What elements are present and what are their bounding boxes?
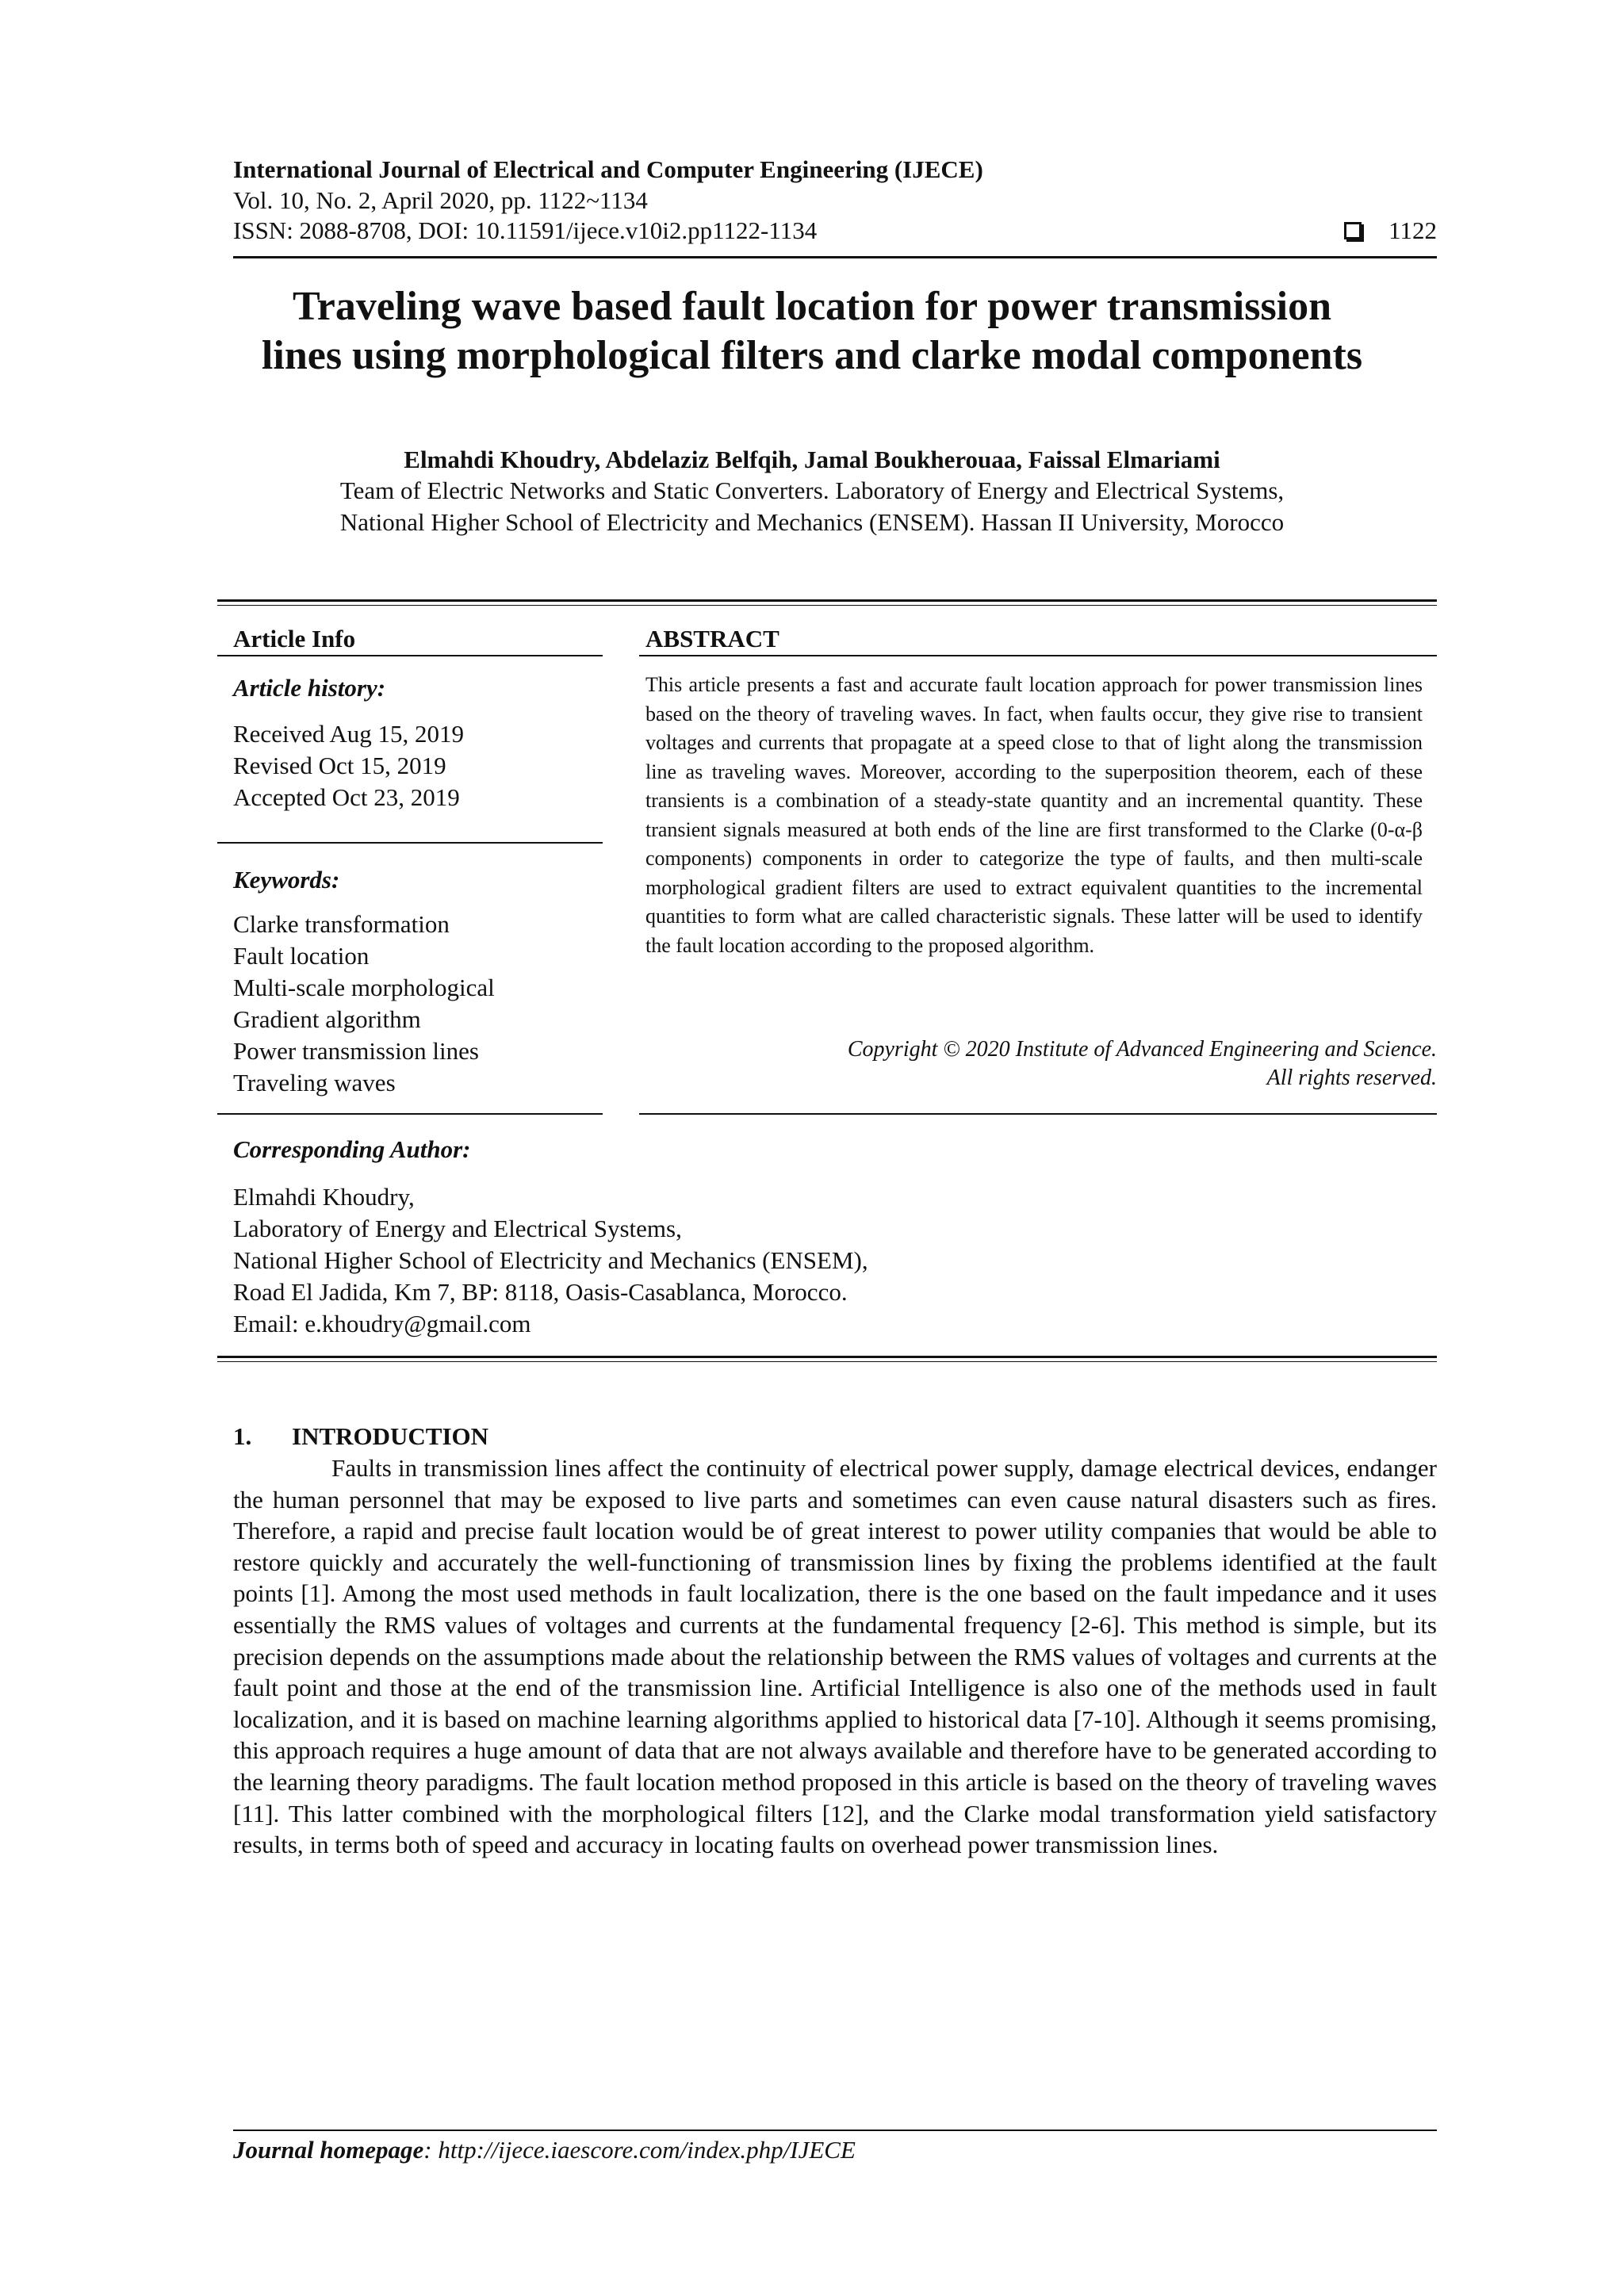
journal-issn-doi: ISSN: 2088-8708, DOI: 10.11591/ijece.v10i2.pp1122-1134 [233,216,818,244]
paper-title-line-1: Traveling wave based fault location for power transmission [292,284,1332,329]
paper-title [190,282,1434,381]
corresponding-name: Elmahdi Khoudry, [233,1183,415,1211]
corresponding-lab: Laboratory of Energy and Electrical Systems, [233,1215,682,1242]
section-title: INTRODUCTION [292,1422,489,1450]
copyright-line-1: Copyright © 2020 Institute of Advanced Engineering and Science. [847,1037,1437,1062]
journal-volume: Vol. 10, No. 2, April 2020, pp. 1122~1134 [233,186,648,214]
affiliation-line-1: Team of Electric Networks and Static Converters. Laboratory of Energy and Electrical Systems, [339,476,1285,504]
corresponding-author-details [233,1181,868,1340]
article-info-heading: Article Info [233,625,356,652]
section-heading-introduction [233,1422,488,1451]
info-top-rule [217,599,1437,606]
keyword-item: Fault location [233,942,370,970]
journal-homepage-link[interactable]: http://ijece.iaescore.com/index.php/IJECE [438,2136,856,2164]
paper-title-line-2: lines using morphological filters and clarke modal components [261,333,1363,378]
introduction-paragraph: Faults in transmission lines affect the continuity of electrical power supply, damage electrical devices, endanger the human personnel that may be exposed to live parts and sometimes can even cause natural disasters such as fires. Therefore, a rapid and precise fault location would be of great interest to power utility companies that would be able to restore quickly and accurately the well-functioning of transmission lines by fixing the problems identified at the fault points [1]. Among the most used methods in fault localization, there is the one based on the fault impedance and it uses essentially the RMS values of voltages and currents at the fundamental frequency [2-6]. This method is simple, but its precision depends on the assumptions made about the relationship between the RMS values of voltages and currents at the fault point and those at the end of the transmission line. Artificial Intelligence is also one of the methods used in fault localization, and it is based on machine learning algorithms applied to historical data [7-10]. Although it seems promising, this approach requires a huge amount of data that are not always available and therefore have to be generated according to the learning theory paradigms. The fault location method proposed in this article is based on the theory of traveling waves [11]. This latter combined with the morphological filters [12], and the Clarke modal transformation yield satisfactory results, in terms both of speed and accuracy in locating faults on overhead power transmission lines. [233,1454,1437,1859]
footer-label: Journal homepage [233,2136,424,2164]
article-history-list [233,718,464,813]
keyword-item: Gradient algorithm [233,1005,421,1033]
journal-homepage-footer [233,2136,856,2164]
page-number: 1122 [1388,216,1437,244]
header-rule [233,256,1437,258]
keyword-item: Multi-scale morphological [233,974,495,1001]
article-info-rule [217,655,603,656]
keyword-item: Power transmission lines [233,1037,479,1065]
journal-name: International Journal of Electrical and Computer Engineering (IJECE) [233,155,983,183]
info-bottom-rule [217,1113,603,1115]
copyright-notice [848,1035,1437,1093]
keyword-item: Clarke transformation [233,910,450,938]
footer-colon: : [423,2136,439,2164]
history-received: Received Aug 15, 2019 [233,720,465,748]
abstract-rule [639,655,1437,656]
history-accepted: Accepted Oct 23, 2019 [233,783,460,811]
page-marker [1344,216,1437,245]
author-list: Elmahdi Khoudry, Abdelaziz Belfqih, Jamal Boukherouaa, Faissal Elmariami [404,446,1220,473]
article-history-heading: Article history: [233,674,386,702]
corresponding-school: National Higher School of Electricity and Mechanics (ENSEM), [233,1246,868,1274]
copyright-line-2: All rights reserved. [1266,1066,1437,1090]
keyword-list [233,909,495,1099]
corresponding-address: Road El Jadida, Km 7, BP: 8118, Oasis-Casablanca, Morocco. [233,1278,848,1306]
abstract-heading: ABSTRACT [645,625,779,652]
keywords-heading: Keywords: [233,866,340,894]
abstract-bottom-rule [639,1113,1437,1115]
keyword-item: Traveling waves [233,1069,396,1096]
keywords-rule [217,842,603,844]
square-bullet-icon [1344,222,1362,239]
info-block-end-rule [217,1356,1437,1362]
affiliation [190,475,1434,538]
corresponding-author-heading: Corresponding Author: [233,1135,471,1163]
corresponding-email: Email: e.khoudry@gmail.com [233,1310,531,1337]
footer-rule [233,2130,1437,2131]
affiliation-line-2: National Higher School of Electricity and Mechanics (ENSEM). Hassan II University, Morocco [339,508,1285,536]
history-revised: Revised Oct 15, 2019 [233,752,446,779]
abstract-text: This article presents a fast and accurate fault location approach for power transmission lines based on the theory of traveling waves. In fact, when faults occur, they give rise to transient voltages and currents that propagate at a speed close to that of light along the transmission line as traveling waves. Moreover, according to the superposition theorem, each of these transients is a combination of a steady-state quantity and an incremental quantity. These transient signals measured at both ends of the line are first transformed to the Clarke (0-α-β components) components in order to categorize the type of faults, and then multi-scale morphological gradient filters are used to extract equivalent quantities to the incremental quantities to form what are called characteristic signals. These latter will be used to identify the fault location according to the proposed algorithm. [645,673,1423,957]
section-number: 1. [233,1422,252,1450]
